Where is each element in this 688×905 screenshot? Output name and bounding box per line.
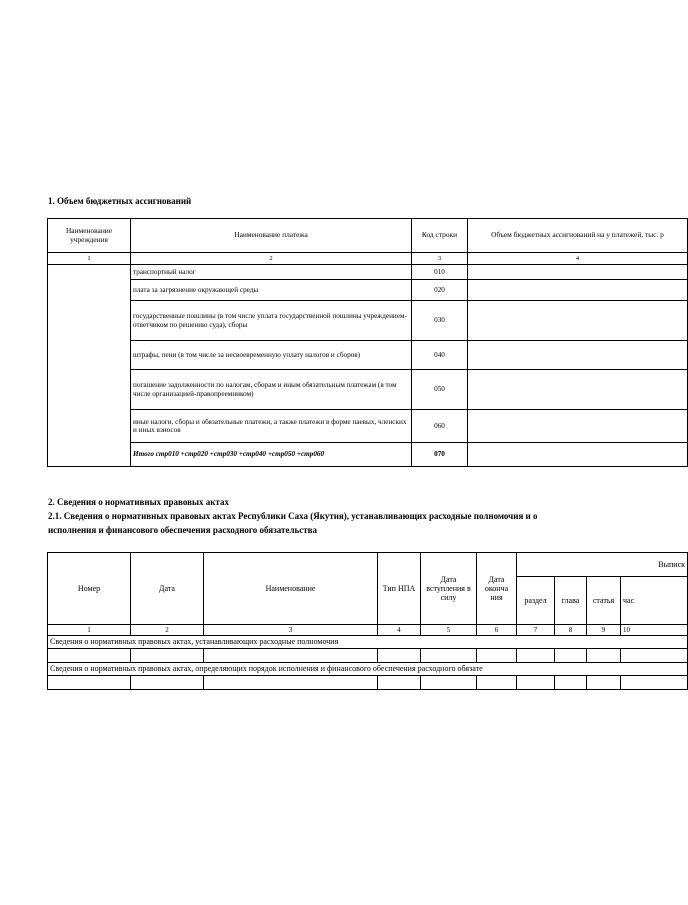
payment-name: плата за загрязнение окружающей среды [131, 280, 412, 301]
table-row [48, 649, 688, 663]
col-number: 6 [477, 625, 517, 636]
budget-volume-cell[interactable] [468, 301, 688, 341]
cell[interactable] [131, 676, 204, 690]
col-number: 3 [412, 253, 468, 265]
table-row [48, 341, 688, 370]
col-number: 1 [48, 253, 131, 265]
header-part: час [621, 577, 688, 625]
row-code: 020 [412, 280, 468, 301]
cell[interactable] [204, 649, 378, 663]
table1-header-row [48, 219, 688, 253]
table2-column-numbers [48, 625, 688, 636]
col-number: 1 [48, 625, 131, 636]
institution-name-cell[interactable] [48, 265, 131, 467]
row-code: 040 [412, 341, 468, 370]
budget-volume-cell[interactable] [468, 410, 688, 443]
cell[interactable] [555, 676, 587, 690]
cell[interactable] [517, 649, 555, 663]
cell[interactable] [48, 676, 131, 690]
section-row [48, 636, 688, 649]
row-code: 010 [412, 265, 468, 280]
normative-acts-table [47, 552, 688, 690]
cell[interactable] [477, 676, 517, 690]
col-number: 9 [587, 625, 621, 636]
row-code: 060 [412, 410, 468, 443]
total-volume-cell[interactable] [468, 443, 688, 467]
header-name: Наименование [204, 553, 378, 625]
header-chapter: глава [555, 577, 587, 625]
cell[interactable] [587, 676, 621, 690]
payment-name: государственные пошлины (в том числе уплата государственной пошлины учреждением-ответчиком по решению суда), сборы [131, 301, 412, 341]
cell[interactable] [555, 649, 587, 663]
section-label: Сведения о нормативных правовых актах, определяющих порядок исполнения и финансового обеспечения расходного обязате [48, 663, 688, 676]
payment-name: транспортный налог [131, 265, 412, 280]
header-extract: Выписк [517, 553, 688, 577]
cell[interactable] [621, 676, 688, 690]
row-code: 030 [412, 301, 468, 341]
cell[interactable] [378, 676, 421, 690]
col-number: 2 [131, 625, 204, 636]
cell[interactable] [621, 649, 688, 663]
total-label: Итого стр010 +стр020 +стр030 +стр040 +стр050 +стр060 [131, 443, 412, 467]
header-number: Номер [48, 553, 131, 625]
section2-subtitle-line1: 2.1. Сведения о нормативных правовых актах Республики Саха (Якутия), устанавливающих расходные полномочия и о [48, 511, 538, 521]
header-row-code: Код строки [412, 219, 468, 253]
col-number: 3 [204, 625, 378, 636]
cell[interactable] [517, 676, 555, 690]
section1-title: 1. Объем бюджетных ассигнований [48, 196, 192, 206]
cell[interactable] [421, 676, 477, 690]
table-row [48, 676, 688, 690]
budget-allocations-table [47, 218, 688, 467]
budget-volume-cell[interactable] [468, 370, 688, 410]
col-number: 4 [378, 625, 421, 636]
header-type: Тип НПА [378, 553, 421, 625]
cell[interactable] [48, 649, 131, 663]
table-row [48, 370, 688, 410]
header-budget-volume: Объем бюджетных ассигнований на у платежей, тыс. р [468, 219, 688, 253]
table2-header-row [48, 553, 688, 577]
cell[interactable] [204, 676, 378, 690]
budget-volume-cell[interactable] [468, 341, 688, 370]
header-payment-name: Наименование платежа [131, 219, 412, 253]
header-section: раздел [517, 577, 555, 625]
payment-name: иные налоги, сборы и обязательные платежи, а также платежи в форме паевых, членских и иных взносов [131, 410, 412, 443]
col-number: 8 [555, 625, 587, 636]
col-number: 5 [421, 625, 477, 636]
total-code: 070 [412, 443, 468, 467]
header-date-end: Дата оконча ния [477, 553, 517, 625]
total-row [48, 443, 688, 467]
cell[interactable] [131, 649, 204, 663]
cell[interactable] [378, 649, 421, 663]
table-row [48, 265, 688, 280]
budget-volume-cell[interactable] [468, 265, 688, 280]
table1-column-numbers [48, 253, 688, 265]
section2-title: 2. Сведения о нормативных правовых актах [48, 497, 229, 507]
cell[interactable] [477, 649, 517, 663]
header-date-effective: Дата вступления в силу [421, 553, 477, 625]
budget-volume-cell[interactable] [468, 280, 688, 301]
payment-name: погашение задолженности по налогам, сборам и иным обязательным платежам (в том числе организацией-правопреемником) [131, 370, 412, 410]
cell[interactable] [421, 649, 477, 663]
section2-subtitle-line2: исполнения и финансового обеспечения расходного обязательства [48, 525, 318, 535]
table-row [48, 280, 688, 301]
header-date: Дата [131, 553, 204, 625]
row-code: 050 [412, 370, 468, 410]
col-number: 2 [131, 253, 412, 265]
section-label: Сведения о нормативных правовых актах, устанавливающих расходные полномочия [48, 636, 688, 649]
payment-name: штрафы, пени (в том числе за несвоевременную уплату налогов и сборов) [131, 341, 412, 370]
table-row [48, 410, 688, 443]
col-number: 7 [517, 625, 555, 636]
col-number: 4 [468, 253, 688, 265]
col-number: 10 [621, 625, 688, 636]
cell[interactable] [587, 649, 621, 663]
header-article: статья [587, 577, 621, 625]
section-row [48, 663, 688, 676]
header-institution-name: Наименование учреждения [48, 219, 131, 253]
table-row [48, 301, 688, 341]
